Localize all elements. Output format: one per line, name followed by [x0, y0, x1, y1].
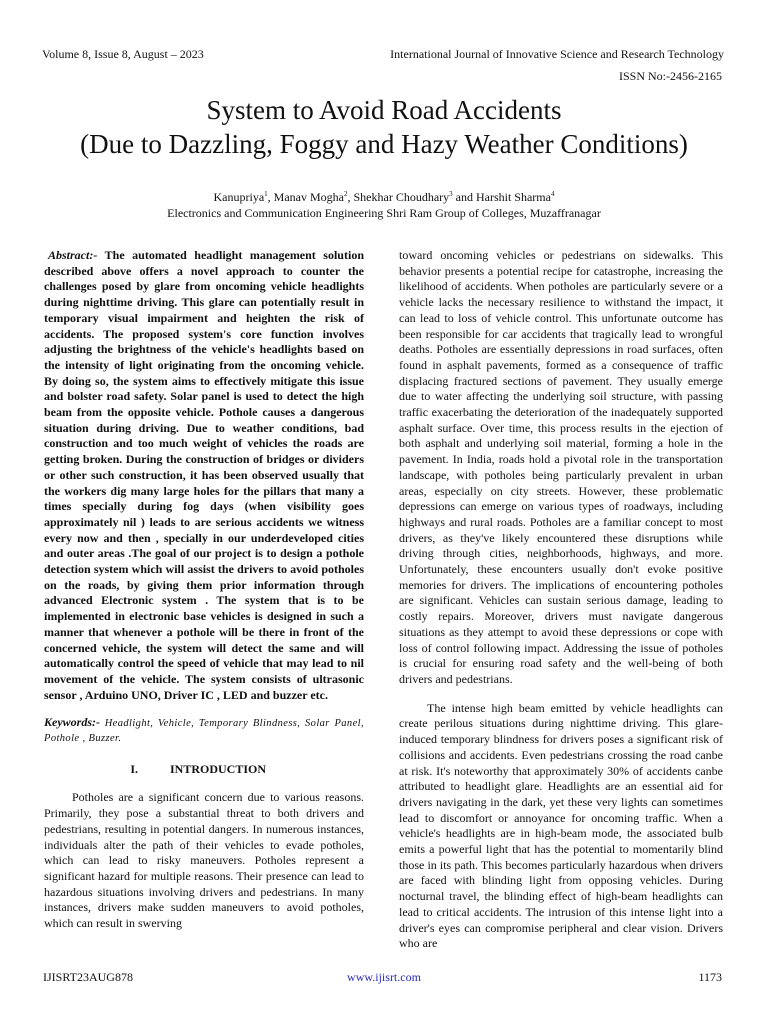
right-column — [399, 248, 723, 952]
left-column — [44, 248, 364, 932]
author-name: Kanupriya — [213, 190, 265, 204]
author-affiliation-mark: 3 — [449, 190, 453, 198]
volume-issue: Volume 8, Issue 8, August – 2023 — [42, 47, 204, 61]
author-affiliation-mark: 1 — [264, 190, 268, 198]
section-heading — [44, 762, 364, 776]
author-separator: and — [452, 190, 476, 204]
issn: ISSN No:-2456-2165 — [618, 69, 722, 83]
paper-title-line-1: System to Avoid Road Accidents — [206, 95, 562, 125]
abstract — [44, 248, 364, 703]
author-name: Harshit Sharma — [475, 190, 551, 204]
paper-title-line-2: (Due to Dazzling, Foggy and Hazy Weather Conditions) — [80, 129, 688, 159]
abstract-text: The automated headlight management solution described above offers a novel approach to counter the challenges posed by glare from oncoming vehicle headlights during nighttime driving. This glare can potentially result in temporary visual impairment and heighten the risk of accidents. The proposed system's core function involves adjusting the brightness of the vehicle's headlights based on the intensity of light originating from the oncoming vehicle. By doing so, the system aims to effectively mitigate this issue and bolster road safety. Solar panel is used to detect the high beam from the opposite vehicle. Pothole causes a dangerous situation during driving. Due to weather conditions, bad construction and too much weight of vehicles the roads are getting broken. During the construction of bridges or dividers or other such construction, it has been observed usually that the workers dig many large holes for the pillars that many a times specially during fog days (when visibility goes approximately nil ) leads to are serious accidents we witness every now and then , specially in our underdeveloped cities and outer areas .The goal of our project is to design a pothole detection system which will assist the drivers to avoid potholes on the roads, by giving them prior information through advanced Electronic system . The system that is to be implemented in electronic base vehicles is designed in such a manner that whenever a pothole will be there in front of the concerned vehicle, the system will detect the same and will automatically control the speed of vehicle that may lead to nil movement of the vehicle. The system consists of ultrasonic sensor , Arduino UNO, Driver IC , LED and buzzer etc. — [44, 248, 364, 702]
keywords-text: Headlight, Vehicle, Temporary Blindness, Solar Panel, Pothole , Buzzer. — [44, 718, 364, 745]
author-name: Shekhar Choudhary — [353, 190, 450, 204]
section-title: INTRODUCTION — [170, 762, 267, 777]
body-paragraph: toward oncoming vehicles or pedestrians on sidewalks. This behavior presents a potential recipe for catastrophe, increasing the likelihood of accidents. When potholes are particularly severe or a vehicle lacks the necessary resilience to withstand the impact, it can lead to loss of vehicle control. This unfortunate outcome has been responsible for car accidents that tragically lead to wrongful deaths. Potholes are essentially depressions in road surfaces, often found in asphalt pavements, formed as a consequence of traffic displacing fractured sections of pavement. They usually emerge due to water affecting the underlying soil structure, with passing traffic exacerbating the deterioration of the inadequately supported asphalt surface. Over time, this process results in the ejection of both asphalt and underlying soil material, forming a hole in the pavement. In India, roads hold a pivotal role in the transportation landscape, with potholes being particularly prevalent in urban areas, especially on city streets. However, these problematic depressions can emerge on various types of roadways, including highways and rural roads. Potholes are a familiar concept to most drivers, as they've likely encountered these disruptions while driving through cities, neighborhoods, highways, and more. Unfortunately, these encounters usually don't evoke positive memories for drivers. The implications of encountering potholes are significant. Vehicles can sustain serious damage, leading to costly repairs. Moreover, drivers must navigate dangerous situations as they attempt to avoid these depressions or cope with loss of control following impact. Addressing the issue of potholes is crucial for ensuring road safety and the well-being of both drivers and pedestrians. — [399, 248, 723, 686]
journal-name: International Journal of Innovative Science and Research Technology — [390, 47, 724, 61]
author-affiliation-mark: 2 — [344, 190, 348, 198]
author-name: Manav Mogha — [273, 190, 344, 204]
intro-paragraph: Potholes are a significant concern due to various reasons. Primarily, they pose a substantial threat to both drivers and pedestrians, resulting in potential dangers. In numerous instances, individuals alter the path of their vehicles to evade potholes, which can lead to risky maneuvers. Potholes represent a significant hazard for multiple reasons. Their presence can lead to hazardous situations involving drivers and pedestrians. In many instances, drivers make sudden maneuvers to avoid potholes, which can result in swerving — [44, 790, 364, 931]
keywords — [44, 715, 364, 746]
author-separator: , — [267, 190, 274, 204]
author-separator: , — [347, 190, 354, 204]
paper-id: IJISRT23AUG878 — [43, 970, 133, 984]
abstract-label: Abstract:- — [48, 248, 98, 262]
page-number: 1173 — [698, 970, 722, 984]
keywords-label: Keywords:- — [44, 715, 100, 730]
author-affiliation-mark: 4 — [550, 190, 555, 198]
section-number: I. — [130, 762, 138, 777]
affiliation: Electronics and Communication Engineering Shri Ram Group of Colleges, Muzaffranagar — [167, 206, 601, 220]
author-list — [0, 190, 768, 204]
body-paragraph: The intense high beam emitted by vehicle headlights can create perilous situations during nighttime driving. This glare-induced temporary blindness for drivers poses a significant risk of collisions and accidents. Even pedestrians crossing the road canbe at risk. It's noteworthy that approximately 30% of accidents canbe attributed to headlight glare. Headlights are an essential aid for drivers navigating in the dark, yet these very lights can sometimes lead to discomfort or annoyance for oncoming traffic. When a vehicle's headlights are in high-beam mode, the associated bulb emits a powerful light that has the potential to momentarily blind those in its path. This becomes particularly hazardous when drivers are faced with blinding light from opposing vehicles. During nocturnal travel, the blinding effect of high-beam headlights can lead to critical accidents. The intrusion of this intense light into a driver's eyes can compromise peripheral and clear vision. Drivers who are — [399, 700, 723, 951]
journal-website-link[interactable]: www.ijisrt.com — [347, 970, 421, 984]
